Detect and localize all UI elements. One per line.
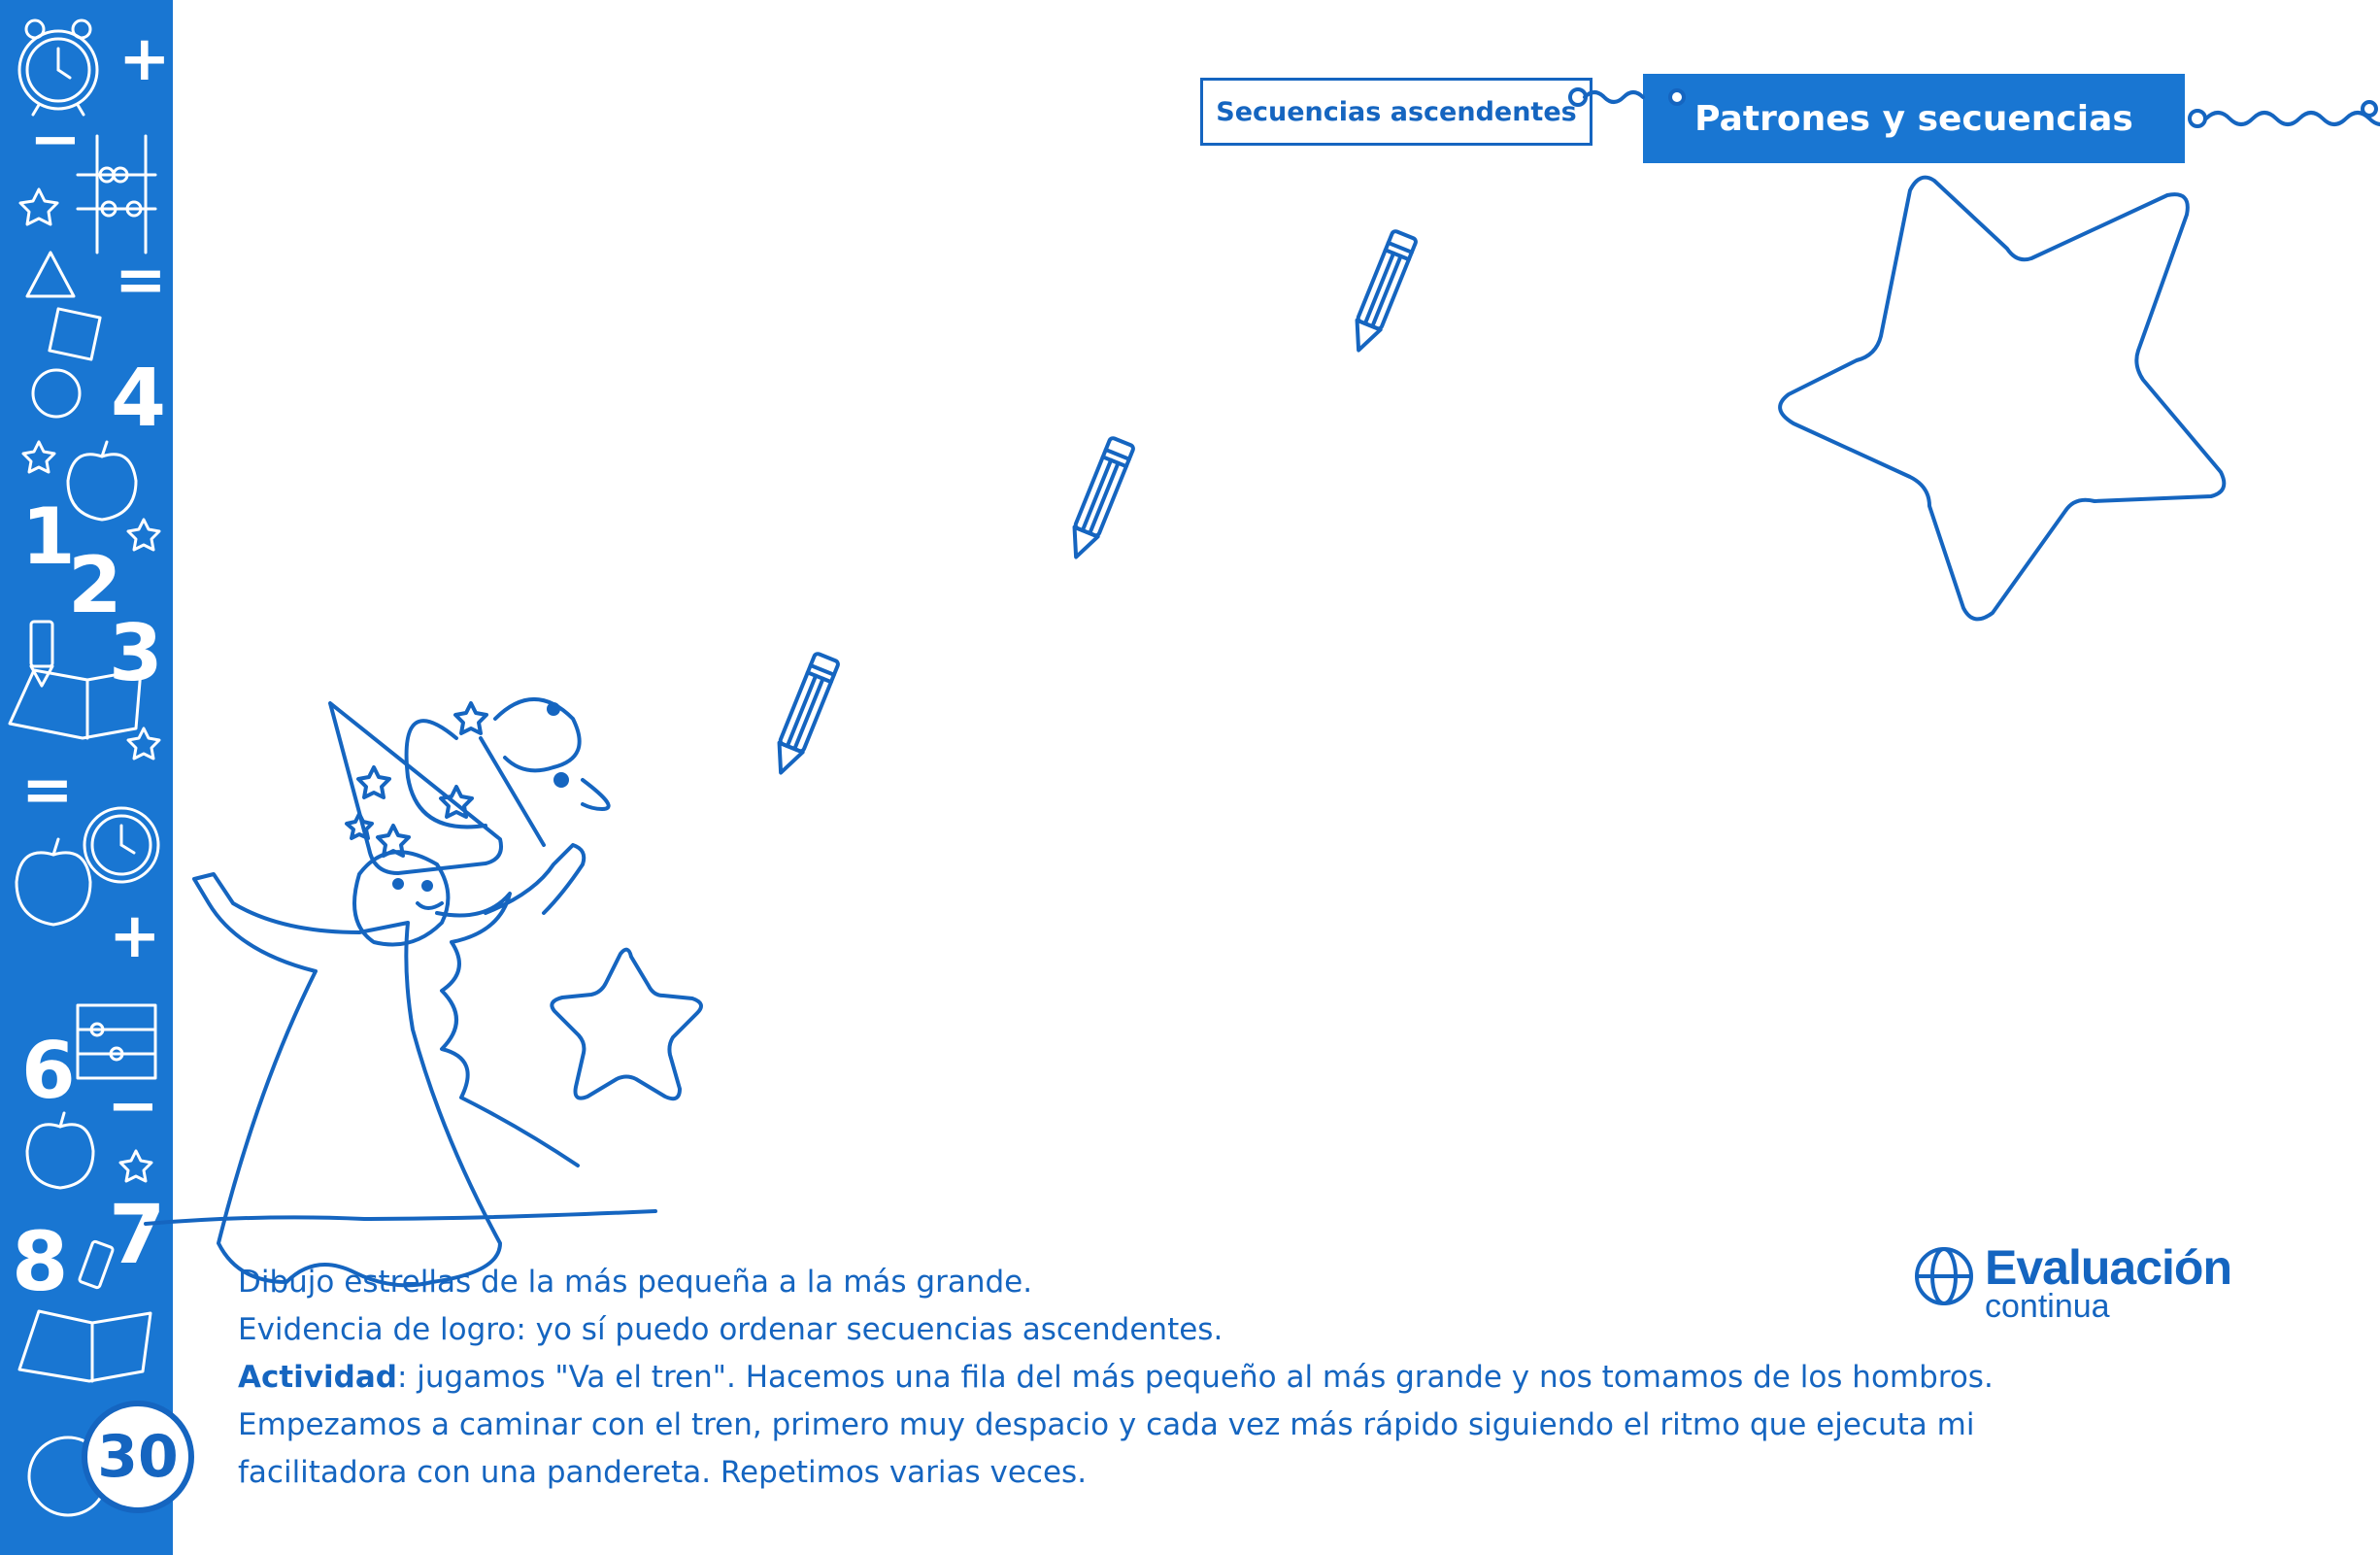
pencil-icon: [1347, 230, 1417, 355]
sidebar-number: 1: [21, 491, 76, 582]
tag-string: [1570, 89, 2380, 126]
instructions-block: [238, 1259, 2180, 1497]
pencil-icon: [1064, 437, 1134, 561]
instruction-line: facilitadora con una pandereta. Repetimos varias veces.: [238, 1455, 1088, 1490]
instruction-line: [238, 1354, 2180, 1402]
sidebar-symbol: +: [118, 23, 171, 95]
sidebar-number: 2: [68, 540, 122, 630]
large-star-icon: [1780, 178, 2224, 620]
page-number: 30: [82, 1401, 194, 1513]
sidebar-symbol: −: [107, 1070, 159, 1142]
logo-title: Evaluación: [1985, 1240, 2231, 1295]
instruction-line: Empezamos a caminar con el tren, primero muy despacio y cada vez más rápido siguiendo el ritmo que ejecuta mi: [238, 1407, 1975, 1442]
activity-label: Actividad: [238, 1360, 397, 1395]
subtopic-tag: Secuencias ascendentes: [1200, 78, 1592, 146]
sidebar-number: 4: [111, 353, 167, 445]
wizard-illustration: [146, 699, 655, 1285]
sidebar-number: 6: [21, 1026, 76, 1116]
sidebar-symbol: +: [109, 900, 161, 972]
sidebar-symbol: −: [29, 104, 82, 176]
logo-subtitle: continua: [1985, 1288, 2110, 1325]
sidebar-number: 8: [12, 1214, 69, 1309]
sidebar-symbol: =: [21, 755, 74, 827]
small-star-icon: [552, 950, 701, 1099]
sidebar-number: 7: [109, 1187, 166, 1282]
pencil-icon: [769, 653, 839, 777]
instruction-line: Dibujo estrellas de la más pequeña a la más grande.: [238, 1265, 1033, 1300]
instruction-line: Evidencia de logro: yo sí puedo ordenar secuencias ascendentes.: [238, 1312, 1224, 1347]
sidebar-number: 3: [109, 608, 163, 698]
sidebar-symbol: =: [115, 245, 167, 317]
topic-tag: Patrones y secuencias: [1643, 74, 2185, 163]
activity-text: : jugamos "Va el tren". Hacemos una fila del más pequeño al más grande y nos tomamos de los hombros.: [396, 1360, 1994, 1395]
